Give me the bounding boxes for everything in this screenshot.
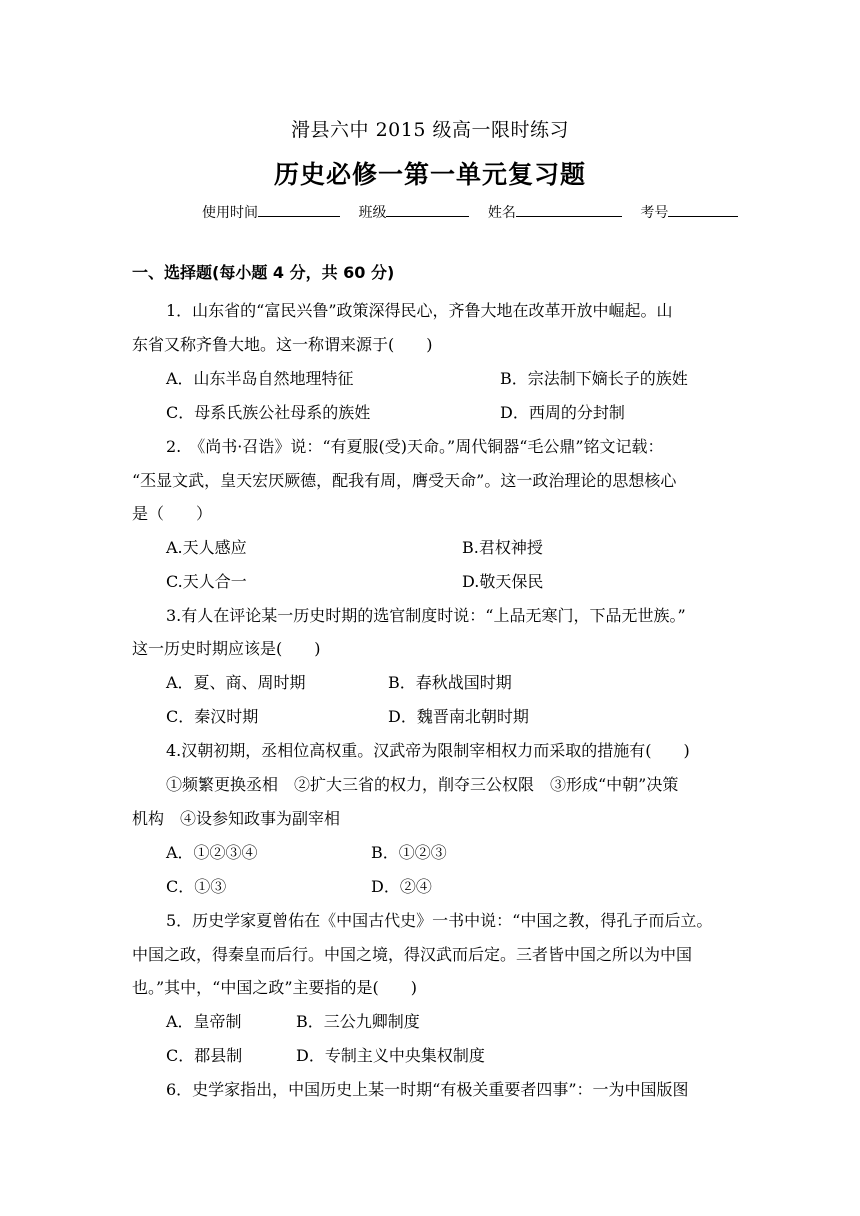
question-1-option-a: A．山东半岛自然地理特征 bbox=[166, 369, 354, 388]
question-3-option-c: C．秦汉时期 bbox=[166, 707, 259, 726]
question-5-option-d: D．专制主义中央集权制度 bbox=[296, 1046, 485, 1065]
info-name-blank bbox=[516, 202, 622, 217]
question-5-line-1: 5．历史学家夏曾佑在《中国古代史》一书中说：“中国之教，得孔子而后立。 bbox=[166, 911, 713, 930]
question-4-line-1: 4.汉朝初期，丞相位高权重。汉武帝为限制宰相权力而采取的措施有( ) bbox=[166, 741, 690, 760]
info-name-label: 姓名 bbox=[487, 205, 516, 221]
question-1-line-2: 东省又称齐鲁大地。这一称谓来源于( ) bbox=[132, 335, 433, 354]
question-4-option-a: A．①②③④ bbox=[166, 843, 258, 862]
page-title: 历史必修一第一单元复习题 bbox=[273, 160, 586, 189]
info-time bbox=[202, 202, 340, 222]
question-2-option-c: C.天人合一 bbox=[166, 572, 247, 591]
question-5-option-b: B．三公九卿制度 bbox=[296, 1012, 420, 1031]
question-2-option-b: B.君权神授 bbox=[462, 538, 543, 557]
question-5-line-3: 也。”其中，“中国之政”主要指的是( ) bbox=[132, 978, 418, 997]
question-5-option-c: C．郡县制 bbox=[166, 1046, 243, 1065]
question-4-line-2: ①频繁更换丞相 ②扩大三省的权力，削夺三公权限 ③形成“中朝”决策 bbox=[166, 775, 679, 794]
info-time-blank bbox=[258, 202, 340, 217]
question-3-option-d: D．魏晋南北朝时期 bbox=[388, 707, 529, 726]
info-class-label: 班级 bbox=[358, 205, 387, 221]
school-line: 滑县六中 2015 级高一限时练习 bbox=[291, 119, 569, 141]
question-2-line-3: 是（ ） bbox=[132, 504, 213, 523]
question-4-line-3: 机构 ④设参知政事为副宰相 bbox=[132, 809, 341, 828]
question-5-option-a: A．皇帝制 bbox=[166, 1012, 242, 1031]
question-3-line-2: 这一历史时期应该是( ) bbox=[132, 639, 321, 658]
question-3-line-1: 3.有人在评论某一历史时期的选官制度时说：“上品无寒门，下品无世族。” bbox=[166, 606, 686, 625]
question-2-option-d: D.敬天保民 bbox=[462, 572, 544, 591]
question-4-option-d: D．②④ bbox=[371, 877, 432, 896]
question-2-option-a: A.天人感应 bbox=[166, 538, 247, 557]
question-3-option-a: A．夏、商、周时期 bbox=[166, 673, 306, 692]
question-1-option-d: D．西周的分封制 bbox=[500, 403, 625, 422]
section-heading: 一、选择题(每小题 4 分，共 60 分) bbox=[132, 263, 395, 282]
info-name bbox=[488, 202, 622, 222]
question-3-option-b: B．春秋战国时期 bbox=[388, 673, 512, 692]
question-1-option-b: B．宗法制下嫡长子的族姓 bbox=[500, 369, 688, 388]
question-4-option-b: B．①②③ bbox=[371, 843, 447, 862]
question-6-line-1: 6．史学家指出，中国历史上某一时期“有极关重要者四事”：一为中国版图 bbox=[166, 1080, 689, 1099]
question-1-option-c: C．母系氏族公社母系的族姓 bbox=[166, 403, 371, 422]
info-class bbox=[358, 202, 469, 222]
info-id bbox=[640, 202, 738, 222]
question-5-line-2: 中国之政，得秦皇而后行。中国之境，得汉武而后定。三者皆中国之所以为中国 bbox=[132, 945, 693, 964]
question-2-line-1: 2. 《尚书·召诰》说：“有夏服(受)天命。”周代铜器“毛公鼎”铭文记载： bbox=[166, 437, 664, 456]
question-1-line-1: 1．山东省的“富民兴鲁”政策深得民心，齐鲁大地在改革开放中崛起。山 bbox=[166, 301, 673, 320]
info-id-blank bbox=[668, 202, 738, 217]
question-2-line-2: “丕显文武，皇天宏厌厥德，配我有周，膺受天命”。这一政治理论的思想核心 bbox=[132, 471, 677, 490]
info-class-blank bbox=[386, 202, 469, 217]
question-4-option-c: C．①③ bbox=[166, 877, 227, 896]
info-id-label: 考号 bbox=[640, 205, 669, 221]
student-info-row bbox=[202, 202, 752, 222]
info-time-label: 使用时间 bbox=[202, 205, 258, 221]
